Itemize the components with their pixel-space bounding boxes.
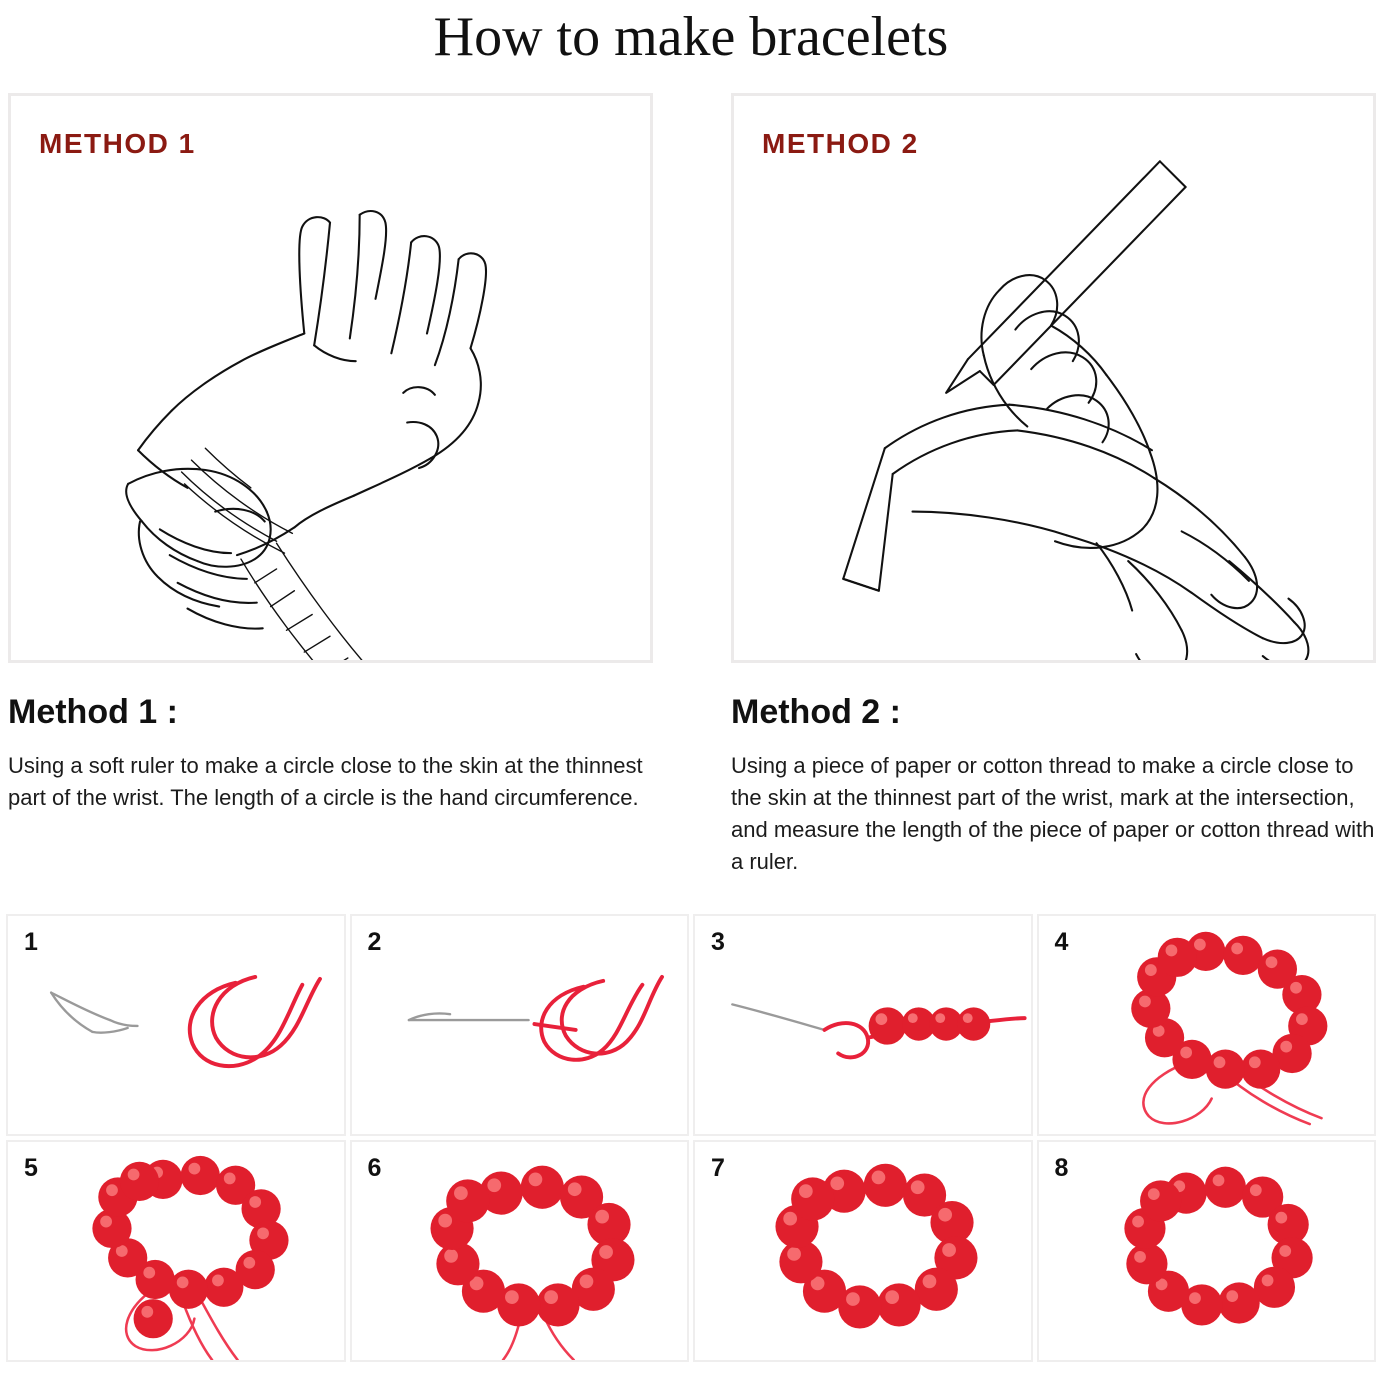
- step-item: [6, 914, 346, 1136]
- method-2-heading: Method 2 :: [731, 693, 901, 732]
- methods-section: [0, 71, 1382, 878]
- beaded-ring-with-loose-cord-ends-icon: [1039, 916, 1375, 1134]
- bead-ring: [430, 1165, 634, 1326]
- bead-ring: [1124, 1166, 1312, 1325]
- closed-beaded-bracelet-icon: [695, 1142, 1031, 1360]
- hand-with-soft-ruler-icon: [11, 96, 650, 660]
- step-item: [1037, 1140, 1377, 1362]
- method-1-badge: METHOD 1: [39, 128, 196, 160]
- step-item: [350, 1140, 690, 1362]
- step-number: 7: [711, 1153, 725, 1182]
- method-1-illustration-frame: [8, 93, 653, 663]
- beaded-ring-with-extra-bead-and-cords-icon: [8, 1142, 344, 1360]
- method-2-badge: METHOD 2: [762, 128, 919, 160]
- step-number: 2: [367, 927, 382, 956]
- step-number: 4: [1054, 927, 1069, 956]
- beaded-bracelet-with-two-cord-tails-icon: [352, 1142, 688, 1360]
- method-2-column: [731, 93, 1376, 878]
- needle-threaded-through-cord-loop-icon: [352, 916, 688, 1134]
- beads-strung-on-cord-with-needle-icon: [695, 916, 1031, 1134]
- step-number: 1: [24, 927, 38, 956]
- bead-ring: [92, 1156, 288, 1338]
- hand-with-paper-strip-and-pen-icon: [734, 96, 1373, 660]
- step-item: [6, 1140, 346, 1362]
- method-1-heading: Method 1 :: [8, 693, 178, 732]
- needle-and-folded-red-cord-icon: [8, 916, 344, 1134]
- finished-red-bead-bracelet-icon: [1039, 1142, 1375, 1360]
- bead-group: [869, 1007, 991, 1044]
- step-number: 8: [1054, 1153, 1069, 1182]
- bead-ring: [1131, 932, 1327, 1089]
- method-2-illustration-frame: [731, 93, 1376, 663]
- bead-ring: [775, 1163, 977, 1328]
- method-1-column: [8, 93, 653, 878]
- step-item: [350, 914, 690, 1136]
- step-number: 6: [367, 1153, 382, 1182]
- method-1-text: Using a soft ruler to make a circle close to the skin at the thinnest part of the wrist. The length of a circle is the hand circumference.: [8, 753, 643, 811]
- step-item: [1037, 914, 1377, 1136]
- step-number: 5: [24, 1153, 38, 1182]
- method-2-text: Using a piece of paper or cotton thread to make a circle close to the skin at the thinnest part of the wrist, mark at the intersection, and measure the length of the piece of paper or cotton thread with a ruler.: [731, 753, 1375, 874]
- steps-grid: [0, 914, 1382, 1362]
- step-item: [693, 914, 1033, 1136]
- step-item: [693, 1140, 1033, 1362]
- step-number: 3: [711, 927, 725, 956]
- page-title: How to make bracelets: [433, 6, 949, 68]
